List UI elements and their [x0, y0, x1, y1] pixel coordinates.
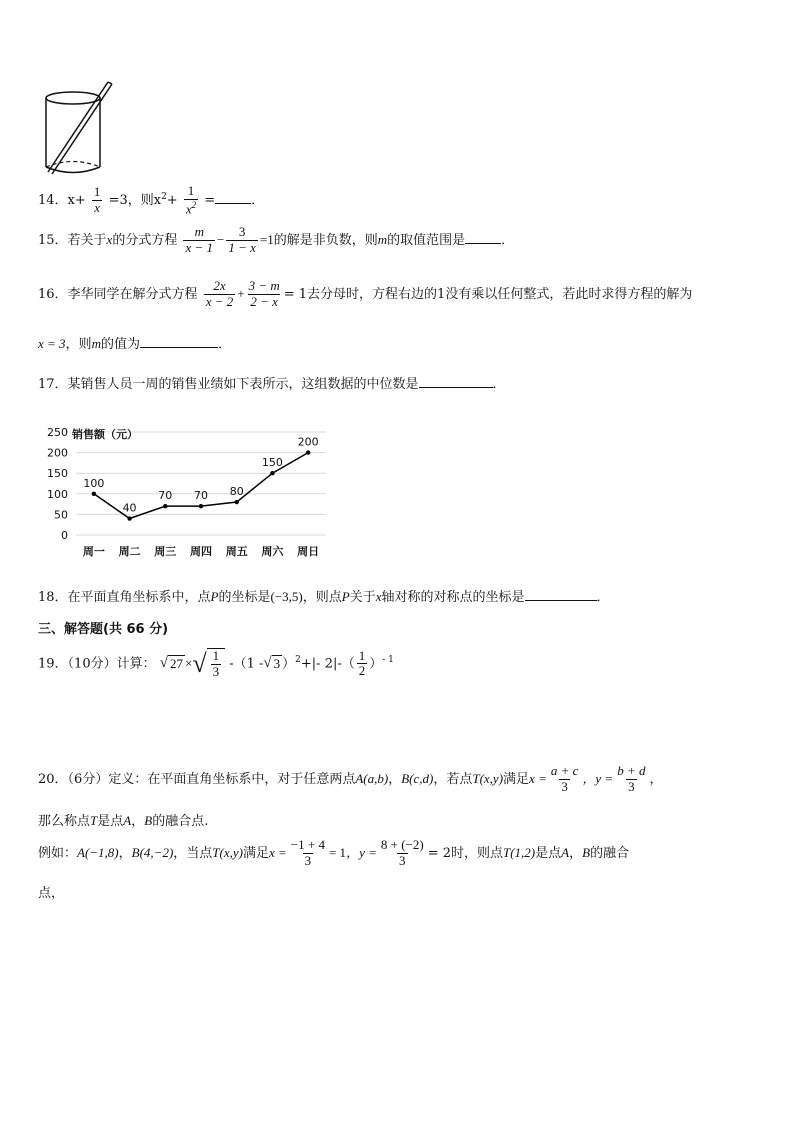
q18-answer-blank[interactable] [525, 586, 597, 601]
q15-f2-den: 1 − x [228, 239, 256, 255]
q20-fraction-x [549, 764, 581, 795]
chart-x-tick-label: 周二 [118, 545, 141, 558]
q15-f1-den: x − 1 [185, 239, 214, 255]
chart-y-tick-label: 150 [47, 467, 68, 481]
q16-f2-den: 2 − x [250, 293, 278, 309]
q20-prefix: 20．（6分）定义：在平面直角坐标系中，对于任意两点 [38, 771, 356, 787]
q19-sqrt-27: √ 27 [159, 655, 183, 672]
chart-data-point [235, 500, 239, 504]
chart-y-tick-label: 200 [47, 446, 68, 460]
q20-t2: T [90, 813, 98, 828]
q15-prefix: 15．若关于 [38, 232, 107, 248]
q20-ex-t: T(x,y) [212, 844, 243, 860]
q20-ex-eq1: = 1 [328, 844, 347, 860]
q16-f1-den: x − 2 [205, 293, 234, 309]
chart-x-tick-label: 周三 [154, 545, 177, 558]
q20-ex-text4: ， [569, 845, 583, 861]
chart-x-tick-label: 周日 [297, 545, 320, 558]
chart-data-point [306, 450, 310, 454]
q15-fraction-1 [183, 225, 215, 256]
q19-times: × [184, 655, 193, 671]
q20-ex-t2: T(1,2) [502, 844, 536, 860]
q14-f1-num: 1 [93, 184, 101, 200]
q16-text1: = 1去分母时，方程右边的1没有乘以任何整式，若此时求得方程的解为 [283, 286, 693, 302]
q16-solution: x = 3 [38, 336, 66, 351]
q20-b2: B [144, 813, 153, 828]
q19-prefix: 19．（10分）计算： [38, 656, 156, 672]
chart-data-point [127, 516, 131, 520]
chart-data-label: 200 [297, 435, 319, 449]
q20-ex-text3: 是点 [535, 845, 562, 861]
question-20 [38, 764, 662, 795]
q20-ex-yeq: ，y = [346, 844, 377, 860]
q20-text2: 满足 [503, 771, 530, 787]
q14-plus: + [166, 193, 178, 209]
q15-text2: 的解是非负数，则 [273, 232, 378, 248]
q16-var-m: m [91, 336, 101, 351]
q14-sup: 2 [161, 191, 167, 202]
q20-end: ， [649, 771, 663, 787]
question-15 [38, 225, 514, 256]
q20-fraction-y [615, 764, 647, 795]
q20-f1-den: 3 [561, 778, 568, 794]
q20-point-b: B(c,d) [401, 770, 434, 786]
q20-ex-eq2: = 2时，则点 [427, 845, 503, 861]
question-16-line2 [38, 333, 231, 352]
q14-tail: ． [251, 193, 265, 209]
q20-ex-text1: ，当点 [173, 845, 213, 861]
q20-ex-f1-den: 3 [304, 852, 312, 868]
q20-ex-fraction-x [289, 838, 327, 869]
q14-equals: = [204, 193, 216, 209]
chart-x-tick-label: 周一 [82, 545, 105, 558]
q18-prefix: 18．在平面直角坐标系中，点 [38, 590, 211, 605]
q14-answer-blank[interactable] [215, 189, 251, 204]
chart-title: 销售额（元） [72, 428, 138, 441]
q20-point-a: A(a,b) [355, 770, 389, 786]
q20-ex-text5: 的融合 [590, 845, 630, 861]
q16-fraction-2 [247, 279, 282, 310]
q20-ex-text2: 满足 [242, 845, 269, 861]
q20-sep: ， [388, 771, 402, 787]
sales-line-chart [30, 420, 340, 565]
q16-fraction-1 [204, 279, 236, 310]
q19-fr-den: 3 [212, 663, 220, 679]
q19-part2: -（1 - [225, 656, 264, 672]
chart-y-tick-label: 100 [47, 487, 68, 501]
q20-f2-num: b + d [617, 763, 646, 778]
question-20-example [38, 838, 629, 869]
q15-tail: ． [501, 232, 515, 248]
q14-f2-den: x [185, 201, 192, 217]
q20-ex-xeq: x = [269, 844, 287, 860]
q20-ex-a2: A [561, 844, 570, 860]
chart-x-tick-label: 周四 [190, 545, 212, 558]
q19-radicand-27: 27 [169, 656, 183, 672]
q17-answer-blank[interactable] [419, 373, 493, 388]
q14-prefix: 14．x+ [38, 193, 86, 209]
q17-text: 17．某销售人员一周的销售业绩如下表所示，这组数据的中位数是 [38, 377, 419, 392]
question-19 [38, 648, 394, 680]
q20-text1: ，若点 [433, 771, 473, 787]
chart-x-tick-label: 周六 [261, 545, 284, 558]
question-20-line2 [38, 810, 208, 829]
q19-radicand-3: 3 [273, 656, 281, 672]
q14-f1-den: x [94, 200, 101, 216]
q18-var-p: P [210, 589, 219, 604]
q16-f1-num: 2x [213, 278, 226, 293]
q20-f1-num: a + c [550, 763, 579, 778]
q20-ex-b2: B [582, 844, 591, 860]
q20-xeq: x = [529, 770, 547, 786]
q19-sqrt-3: √ 3 [263, 655, 281, 672]
chart-data-label: 70 [194, 489, 208, 503]
chart-y-tick-label: 250 [47, 426, 68, 439]
q19-sqrt-frac: √ $\frac{1}{3}$ [192, 648, 225, 680]
q19-half-den: 2 [358, 663, 366, 679]
q20-yeq: ，y = [582, 770, 614, 786]
q15-text3: 的取值范围是 [387, 232, 466, 248]
q18-var-x: x [375, 589, 382, 604]
question-16 [38, 279, 692, 310]
q16-f2-num: 3 − m [248, 278, 280, 293]
q20-point-t: T(x,y) [472, 770, 504, 786]
q20-f2-den: 3 [628, 778, 635, 794]
q19-fr-num: 1 [212, 648, 220, 663]
q15-eq: =1 [259, 231, 274, 247]
q16-tail: ． [217, 337, 231, 352]
chart-data-point [199, 504, 203, 508]
q20-ex-prefix: 例如： [38, 845, 78, 861]
q15-minus: − [217, 231, 225, 247]
q15-fraction-2 [226, 225, 258, 256]
q20-ex-fraction-y [379, 838, 426, 869]
q18-tail: ． [596, 590, 610, 605]
q16-line2-text2: 的值为 [100, 337, 140, 352]
q20-ex-f1-num: −1 + 4 [290, 837, 325, 852]
q17-tail: ． [492, 377, 506, 392]
q18-var-p2: P [341, 589, 350, 604]
q20-ex-f2-num: 8 + (−2) [380, 837, 424, 852]
q18-coord: (−3,5) [270, 589, 303, 604]
q16-prefix: 16．李华同学在解分式方程 [38, 286, 198, 302]
q15-answer-blank[interactable] [465, 229, 501, 244]
q20-ex-sep: ， [118, 845, 132, 861]
chart-y-tick-label: 0 [61, 529, 68, 542]
q20-ex-line2: 点， [38, 886, 65, 901]
q19-part3: ） [282, 656, 296, 672]
q15-var-x: x [106, 231, 113, 247]
q18-text1: 的坐标是 [218, 590, 271, 605]
chart-data-point [270, 471, 274, 475]
q18-text4: 轴对称的对称点的坐标是 [381, 590, 525, 605]
q20-ex-a: A(−1,8) [77, 844, 119, 860]
q19-half-num: 1 [358, 647, 366, 663]
q20-ex-b: B(4,−2) [131, 844, 174, 860]
chart-data-label: 100 [83, 476, 105, 490]
q14-f2-sup: 2 [191, 199, 197, 210]
cylinder-figure [40, 78, 115, 178]
q20-line2d: 的融合点. [152, 814, 209, 829]
chart-data-point [92, 492, 96, 496]
q18-text2: ，则点 [302, 590, 342, 605]
q15-f1-num: m [194, 224, 204, 239]
question-17 [38, 373, 506, 392]
chart-x-tick-label: 周五 [225, 545, 248, 558]
q18-text3: 关于 [349, 590, 376, 605]
q20-line2b: 是点 [97, 814, 124, 829]
chart-data-point [163, 504, 167, 508]
q20-line2: 那么称点 [38, 814, 91, 829]
chart-y-tick-label: 50 [54, 508, 68, 522]
question-20-example-line2 [38, 882, 64, 901]
q20-ex-f2-den: 3 [399, 852, 406, 868]
q15-text1: 的分式方程 [112, 232, 178, 248]
chart-data-label: 40 [122, 501, 137, 515]
q16-answer-blank[interactable] [140, 333, 218, 348]
q15-var-m: m [377, 231, 388, 247]
chart-data-label: 70 [158, 489, 173, 503]
question-18 [38, 586, 610, 605]
q19-part5: ） [369, 656, 383, 672]
q16-plus: + [237, 285, 245, 301]
q20-line2c: ， [131, 814, 145, 829]
q14-mid: =3，则x [108, 193, 162, 209]
chart-data-label: 80 [229, 485, 244, 499]
q14-fraction-1 [92, 185, 103, 216]
q20-a2: A [123, 813, 132, 828]
q14-f2-num: 1 [187, 183, 195, 198]
section-3-heading: 三、解答题(共 66 分) [38, 622, 169, 637]
q19-sup-minus1: - 1 [382, 655, 394, 666]
q16-line2-text: ，则 [65, 337, 92, 352]
q19-part4: +|- 2|-（ [300, 656, 355, 672]
q14-fraction-2 [184, 184, 198, 217]
q19-sup2: 2 [295, 655, 301, 666]
chart-data-label: 150 [261, 456, 283, 470]
q19-half [357, 649, 368, 680]
q15-f2-num: 3 [238, 224, 246, 239]
question-14 [38, 184, 264, 217]
